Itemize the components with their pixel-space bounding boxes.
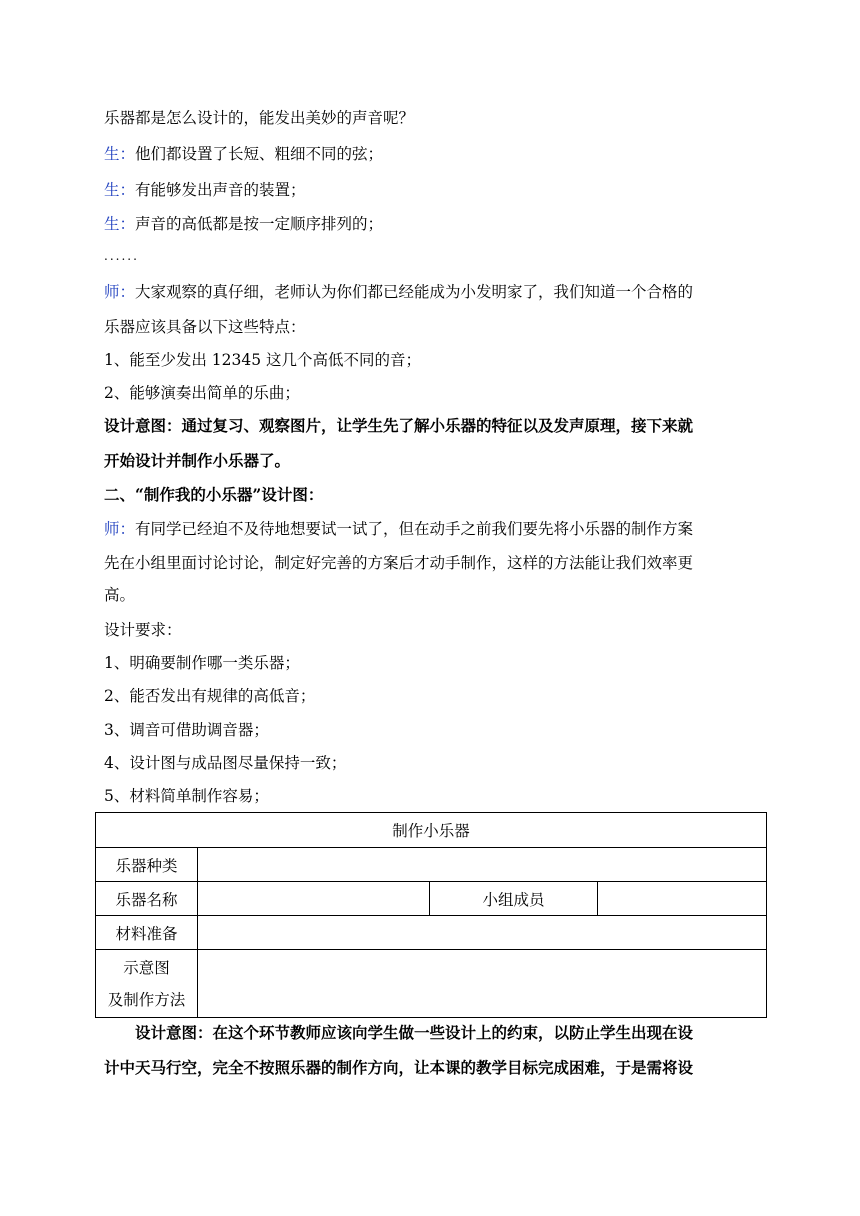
label-instrument-type: 乐器种类 xyxy=(96,848,198,882)
design-intent-2-line-1: 设计意图：在这个环节教师应该向学生做一些设计上的约束，以防止学生出现在设 xyxy=(135,1023,694,1042)
student-line-1: 生：他们都设置了长短、粗细不同的弦； xyxy=(104,145,384,163)
label-group-members: 小组成员 xyxy=(430,882,598,916)
speaker-label: 师： xyxy=(104,520,136,538)
student-line-3: 生：声音的高低都是按一定顺序排列的； xyxy=(104,215,384,233)
table-title: 制作小乐器 xyxy=(96,813,767,848)
design-intent-1-line-1: 设计意图：通过复习、观察图片，让学生先了解小乐器的特征以及发声原理，接下来就 xyxy=(104,416,694,435)
requirement-item-1: 1、明确要制作哪一类乐器； xyxy=(104,654,300,672)
requirements-title: 设计要求： xyxy=(104,621,182,639)
requirement-item-4: 4、设计图与成品图尽量保持一致； xyxy=(104,754,347,772)
design-intent-2-line-2: 计中天马行空，完全不按照乐器的制作方向，让本课的教学目标完成困难，于是需将设 xyxy=(104,1058,694,1077)
instrument-design-table xyxy=(95,812,767,1018)
cell-materials xyxy=(198,916,767,950)
student-line-2: 生：有能够发出声音的装置； xyxy=(104,181,306,199)
teacher-line-2-cont-2: 高。 xyxy=(104,586,136,604)
requirement-item-5: 5、材料简单制作容易； xyxy=(104,787,269,805)
text-line-1: 乐器都是怎么设计的，能发出美妙的声音呢？ xyxy=(104,109,415,127)
cell-instrument-name xyxy=(198,882,430,916)
label-instrument-name: 乐器名称 xyxy=(96,882,198,916)
teacher-line-1: 师：大家观察的真仔细，老师认为你们都已经能成为小发明家了，我们知道一个合格的 xyxy=(104,283,694,301)
requirement-item-3: 3、调音可借助调音器； xyxy=(104,721,269,739)
text-line-features: 乐器应该具备以下这些特点： xyxy=(104,318,306,336)
speaker-label: 生： xyxy=(104,215,136,233)
cell-instrument-type xyxy=(198,848,767,882)
speaker-label: 师： xyxy=(104,283,136,301)
label-materials: 材料准备 xyxy=(96,916,198,950)
label-diagram-method: 示意图 及制作方法 xyxy=(96,950,198,1018)
teacher-line-2: 师：有同学已经迫不及待地想要试一试了，但在动手之前我们要先将小乐器的制作方案 xyxy=(104,520,694,538)
cell-diagram-method xyxy=(198,950,767,1018)
requirement-item-2: 2、能否发出有规律的高低音； xyxy=(104,687,316,705)
feature-item-1: 1、能至少发出 12345 这几个高低不同的音； xyxy=(104,351,422,369)
design-intent-1-line-2: 开始设计并制作小乐器了。 xyxy=(104,451,291,470)
section-2-title: 二、“制作我的小乐器”设计图： xyxy=(104,485,324,504)
teacher-line-2-cont-1: 先在小组里面讨论讨论，制定好完善的方案后才动手制作，这样的方法能让我们效率更 xyxy=(104,554,694,572)
speaker-label: 生： xyxy=(104,181,136,199)
ellipsis-line: ...... xyxy=(104,249,139,263)
cell-group-members xyxy=(598,882,767,916)
speaker-label: 生： xyxy=(104,145,136,163)
feature-item-2: 2、能够演奏出简单的乐曲； xyxy=(104,384,300,402)
